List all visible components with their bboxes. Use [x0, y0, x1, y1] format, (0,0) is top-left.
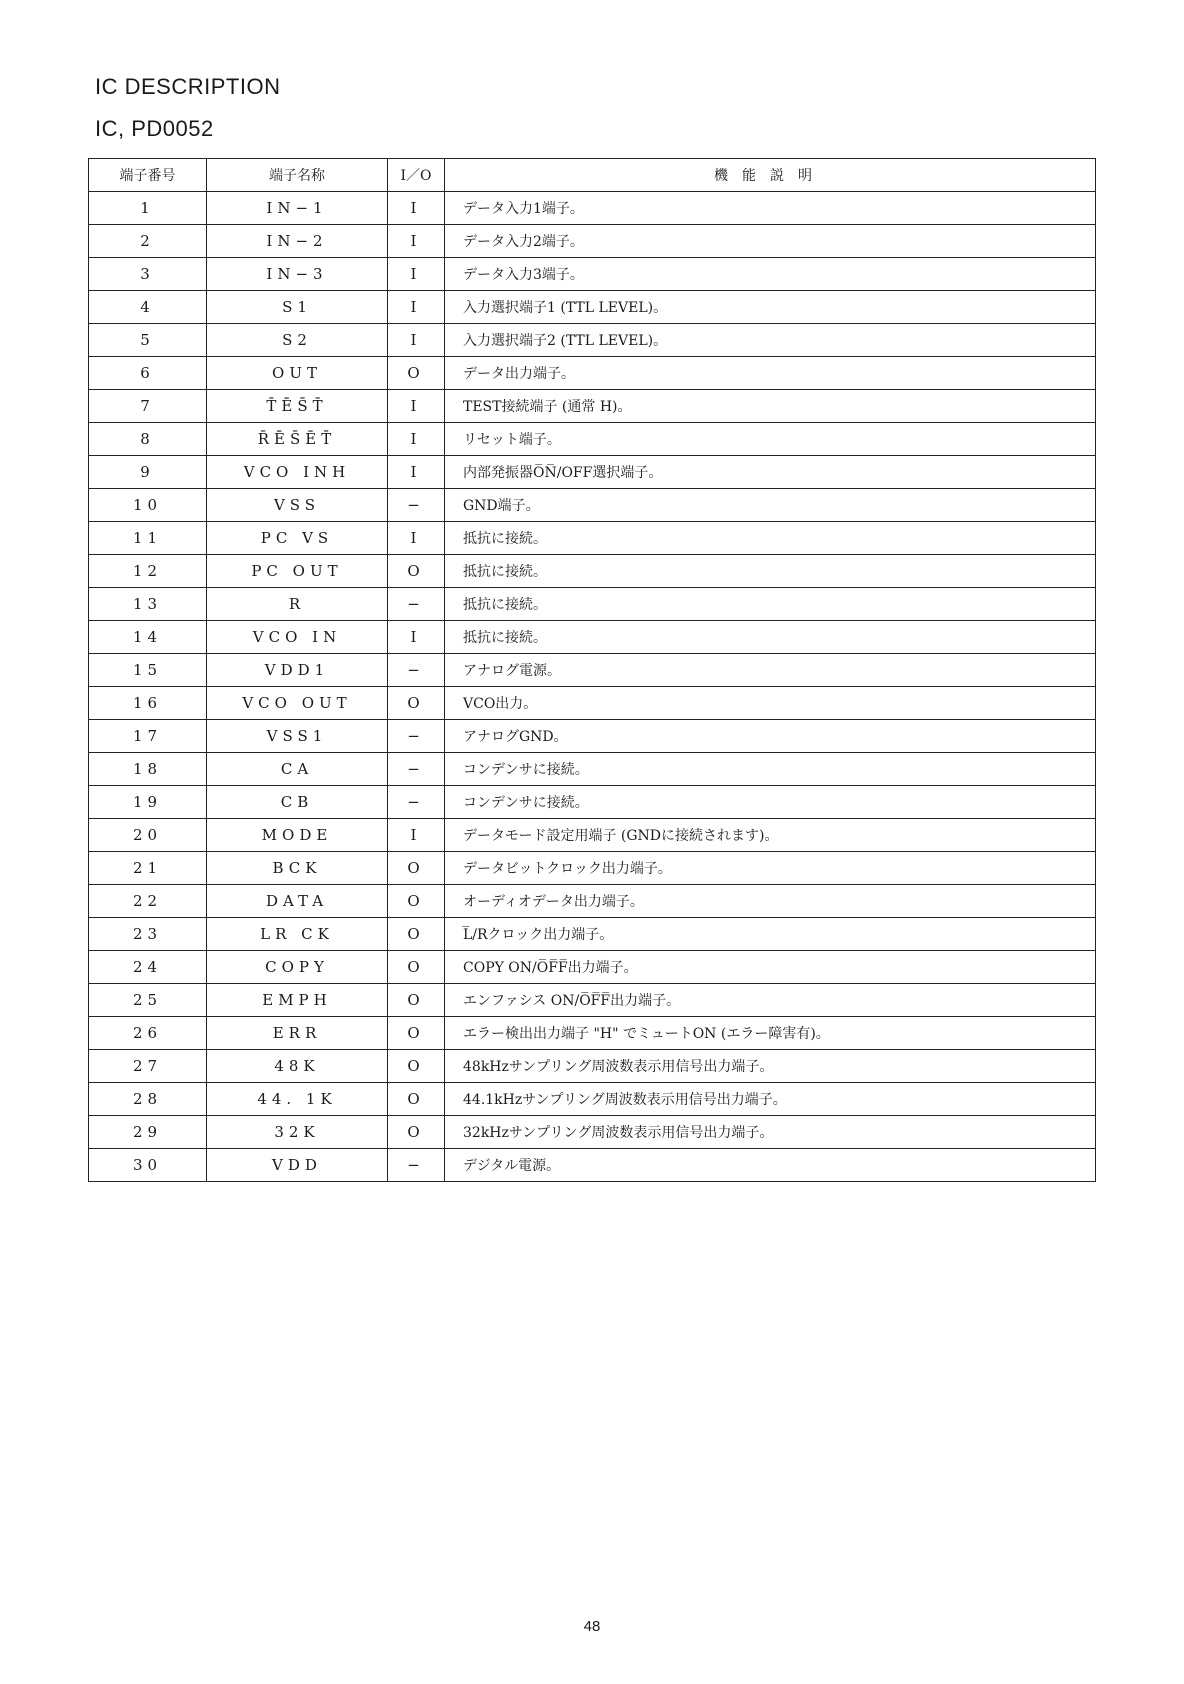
table-row — [89, 489, 1096, 522]
table-row — [89, 654, 1096, 687]
cell-pin-name: 32K — [207, 1116, 388, 1149]
cell-pin-number: 8 — [89, 423, 207, 456]
cell-pin-number: 3 — [89, 258, 207, 291]
table-row — [89, 687, 1096, 720]
cell-io: I — [388, 291, 445, 324]
cell-function: VCO出力。 — [445, 687, 1096, 720]
cell-pin-number: 15 — [89, 654, 207, 687]
cell-pin-name: CA — [207, 753, 388, 786]
cell-pin-name: IN−2 — [207, 225, 388, 258]
table-row — [89, 1017, 1096, 1050]
cell-pin-number: 19 — [89, 786, 207, 819]
table-row — [89, 423, 1096, 456]
cell-pin-number: 2 — [89, 225, 207, 258]
cell-pin-name: OUT — [207, 357, 388, 390]
table-row — [89, 753, 1096, 786]
table-row — [89, 885, 1096, 918]
table-row — [89, 819, 1096, 852]
cell-pin-number: 18 — [89, 753, 207, 786]
cell-function: コンデンサに接続。 — [445, 753, 1096, 786]
cell-io: I — [388, 225, 445, 258]
table-body — [89, 192, 1096, 1182]
cell-pin-name: T̄ĒS̄T̄ — [207, 390, 388, 423]
cell-io: I — [388, 258, 445, 291]
cell-pin-number: 11 — [89, 522, 207, 555]
cell-pin-number: 30 — [89, 1149, 207, 1182]
cell-pin-number: 10 — [89, 489, 207, 522]
cell-io: − — [388, 1149, 445, 1182]
cell-function: 入力選択端子1 (TTL LEVEL)。 — [445, 291, 1096, 324]
cell-pin-name: IN−1 — [207, 192, 388, 225]
cell-io: O — [388, 885, 445, 918]
cell-io: − — [388, 489, 445, 522]
cell-function: エンファシス ON/O̅F̅F̅出力端子。 — [445, 984, 1096, 1017]
cell-io: O — [388, 357, 445, 390]
cell-function: 入力選択端子2 (TTL LEVEL)。 — [445, 324, 1096, 357]
cell-function: GND端子。 — [445, 489, 1096, 522]
page-number: 48 — [583, 1618, 601, 1635]
cell-io: O — [388, 555, 445, 588]
cell-pin-name: VDD1 — [207, 654, 388, 687]
table-row — [89, 786, 1096, 819]
cell-pin-number: 14 — [89, 621, 207, 654]
cell-pin-name: COPY — [207, 951, 388, 984]
cell-function: アナログ電源。 — [445, 654, 1096, 687]
table-row — [89, 291, 1096, 324]
cell-function: 抵抗に接続。 — [445, 588, 1096, 621]
cell-function: 抵抗に接続。 — [445, 621, 1096, 654]
cell-pin-name: R — [207, 588, 388, 621]
cell-function: 48kHzサンプリング周波数表示用信号出力端子。 — [445, 1050, 1096, 1083]
cell-function: L̅/Rクロック出力端子。 — [445, 918, 1096, 951]
cell-io: O — [388, 1050, 445, 1083]
header-pin-number: 端子番号 — [89, 159, 207, 192]
cell-pin-name: ERR — [207, 1017, 388, 1050]
table-row — [89, 984, 1096, 1017]
cell-function: 44.1kHzサンプリング周波数表示用信号出力端子。 — [445, 1083, 1096, 1116]
header-function: 機能説明 — [445, 159, 1096, 192]
table-row — [89, 720, 1096, 753]
header-pin-name: 端子名称 — [207, 159, 388, 192]
cell-function: 内部発振器O̅N̅/OFF選択端子。 — [445, 456, 1096, 489]
cell-io: O — [388, 951, 445, 984]
table-row — [89, 225, 1096, 258]
table-row — [89, 1149, 1096, 1182]
cell-function: データ入力3端子。 — [445, 258, 1096, 291]
cell-pin-name: MODE — [207, 819, 388, 852]
cell-pin-number: 9 — [89, 456, 207, 489]
cell-pin-number: 1 — [89, 192, 207, 225]
cell-pin-name: 44. 1K — [207, 1083, 388, 1116]
cell-io: O — [388, 918, 445, 951]
cell-pin-name: CB — [207, 786, 388, 819]
page-title: IC DESCRIPTION — [95, 74, 281, 99]
cell-pin-name: VCO INH — [207, 456, 388, 489]
cell-function: コンデンサに接続。 — [445, 786, 1096, 819]
cell-io: I — [388, 456, 445, 489]
cell-function: リセット端子。 — [445, 423, 1096, 456]
cell-io: − — [388, 786, 445, 819]
cell-pin-number: 25 — [89, 984, 207, 1017]
cell-io: I — [388, 819, 445, 852]
cell-pin-number: 24 — [89, 951, 207, 984]
table-row — [89, 258, 1096, 291]
table-row — [89, 390, 1096, 423]
cell-pin-number: 4 — [89, 291, 207, 324]
cell-pin-name: PC OUT — [207, 555, 388, 588]
cell-function: TEST接続端子 (通常 H)。 — [445, 390, 1096, 423]
cell-io: I — [388, 621, 445, 654]
table-row — [89, 951, 1096, 984]
cell-pin-name: VDD — [207, 1149, 388, 1182]
table-row — [89, 522, 1096, 555]
table-row — [89, 456, 1096, 489]
cell-io: I — [388, 522, 445, 555]
table-row — [89, 588, 1096, 621]
cell-io: I — [388, 192, 445, 225]
cell-pin-number: 5 — [89, 324, 207, 357]
cell-pin-number: 23 — [89, 918, 207, 951]
cell-pin-name: VCO IN — [207, 621, 388, 654]
cell-io: − — [388, 588, 445, 621]
cell-io: − — [388, 753, 445, 786]
cell-pin-number: 6 — [89, 357, 207, 390]
cell-function: 抵抗に接続。 — [445, 555, 1096, 588]
cell-pin-number: 26 — [89, 1017, 207, 1050]
cell-function: エラー検出出力端子 "H" でミュートON (エラー障害有)。 — [445, 1017, 1096, 1050]
cell-io: O — [388, 852, 445, 885]
cell-pin-number: 12 — [89, 555, 207, 588]
cell-function: データモード設定用端子 (GNDに接続されます)。 — [445, 819, 1096, 852]
cell-pin-number: 13 — [89, 588, 207, 621]
header-io: I／O — [388, 159, 445, 192]
cell-pin-name: VSS1 — [207, 720, 388, 753]
cell-io: I — [388, 390, 445, 423]
cell-pin-number: 22 — [89, 885, 207, 918]
cell-io: O — [388, 687, 445, 720]
cell-io: O — [388, 1017, 445, 1050]
cell-pin-name: PC VS — [207, 522, 388, 555]
cell-function: COPY ON/O̅F̅F̅出力端子。 — [445, 951, 1096, 984]
cell-pin-number: 27 — [89, 1050, 207, 1083]
cell-function: オーディオデータ出力端子。 — [445, 885, 1096, 918]
cell-io: O — [388, 1083, 445, 1116]
cell-function: デジタル電源。 — [445, 1149, 1096, 1182]
cell-pin-name: LR CK — [207, 918, 388, 951]
cell-pin-number: 17 — [89, 720, 207, 753]
table-row — [89, 852, 1096, 885]
cell-function: データビットクロック出力端子。 — [445, 852, 1096, 885]
cell-pin-name: EMPH — [207, 984, 388, 1017]
cell-function: データ出力端子。 — [445, 357, 1096, 390]
cell-pin-name: VSS — [207, 489, 388, 522]
cell-io: I — [388, 324, 445, 357]
cell-pin-name: DATA — [207, 885, 388, 918]
table-row — [89, 192, 1096, 225]
pin-description-table — [88, 158, 1096, 1182]
cell-pin-number: 7 — [89, 390, 207, 423]
table-row — [89, 918, 1096, 951]
cell-function: 抵抗に接続。 — [445, 522, 1096, 555]
cell-io: O — [388, 984, 445, 1017]
cell-pin-number: 16 — [89, 687, 207, 720]
cell-pin-number: 21 — [89, 852, 207, 885]
cell-pin-name: IN−3 — [207, 258, 388, 291]
cell-io: − — [388, 720, 445, 753]
table-row — [89, 621, 1096, 654]
cell-pin-name: 48K — [207, 1050, 388, 1083]
cell-function: データ入力1端子。 — [445, 192, 1096, 225]
cell-pin-name: R̄ĒS̄ĒT̄ — [207, 423, 388, 456]
table-row — [89, 1116, 1096, 1149]
cell-io: I — [388, 423, 445, 456]
table-row — [89, 324, 1096, 357]
cell-io: O — [388, 1116, 445, 1149]
cell-pin-name: S2 — [207, 324, 388, 357]
cell-pin-name: BCK — [207, 852, 388, 885]
table-header-row — [89, 159, 1096, 192]
cell-function: 32kHzサンプリング周波数表示用信号出力端子。 — [445, 1116, 1096, 1149]
cell-function: アナログGND。 — [445, 720, 1096, 753]
cell-pin-name: VCO OUT — [207, 687, 388, 720]
table-row — [89, 357, 1096, 390]
cell-function: データ入力2端子。 — [445, 225, 1096, 258]
cell-io: − — [388, 654, 445, 687]
table-row — [89, 1050, 1096, 1083]
cell-pin-name: S1 — [207, 291, 388, 324]
cell-pin-number: 28 — [89, 1083, 207, 1116]
table-row — [89, 1083, 1096, 1116]
cell-pin-number: 29 — [89, 1116, 207, 1149]
table-row — [89, 555, 1096, 588]
cell-pin-number: 20 — [89, 819, 207, 852]
page-subtitle: IC, PD0052 — [95, 116, 214, 141]
